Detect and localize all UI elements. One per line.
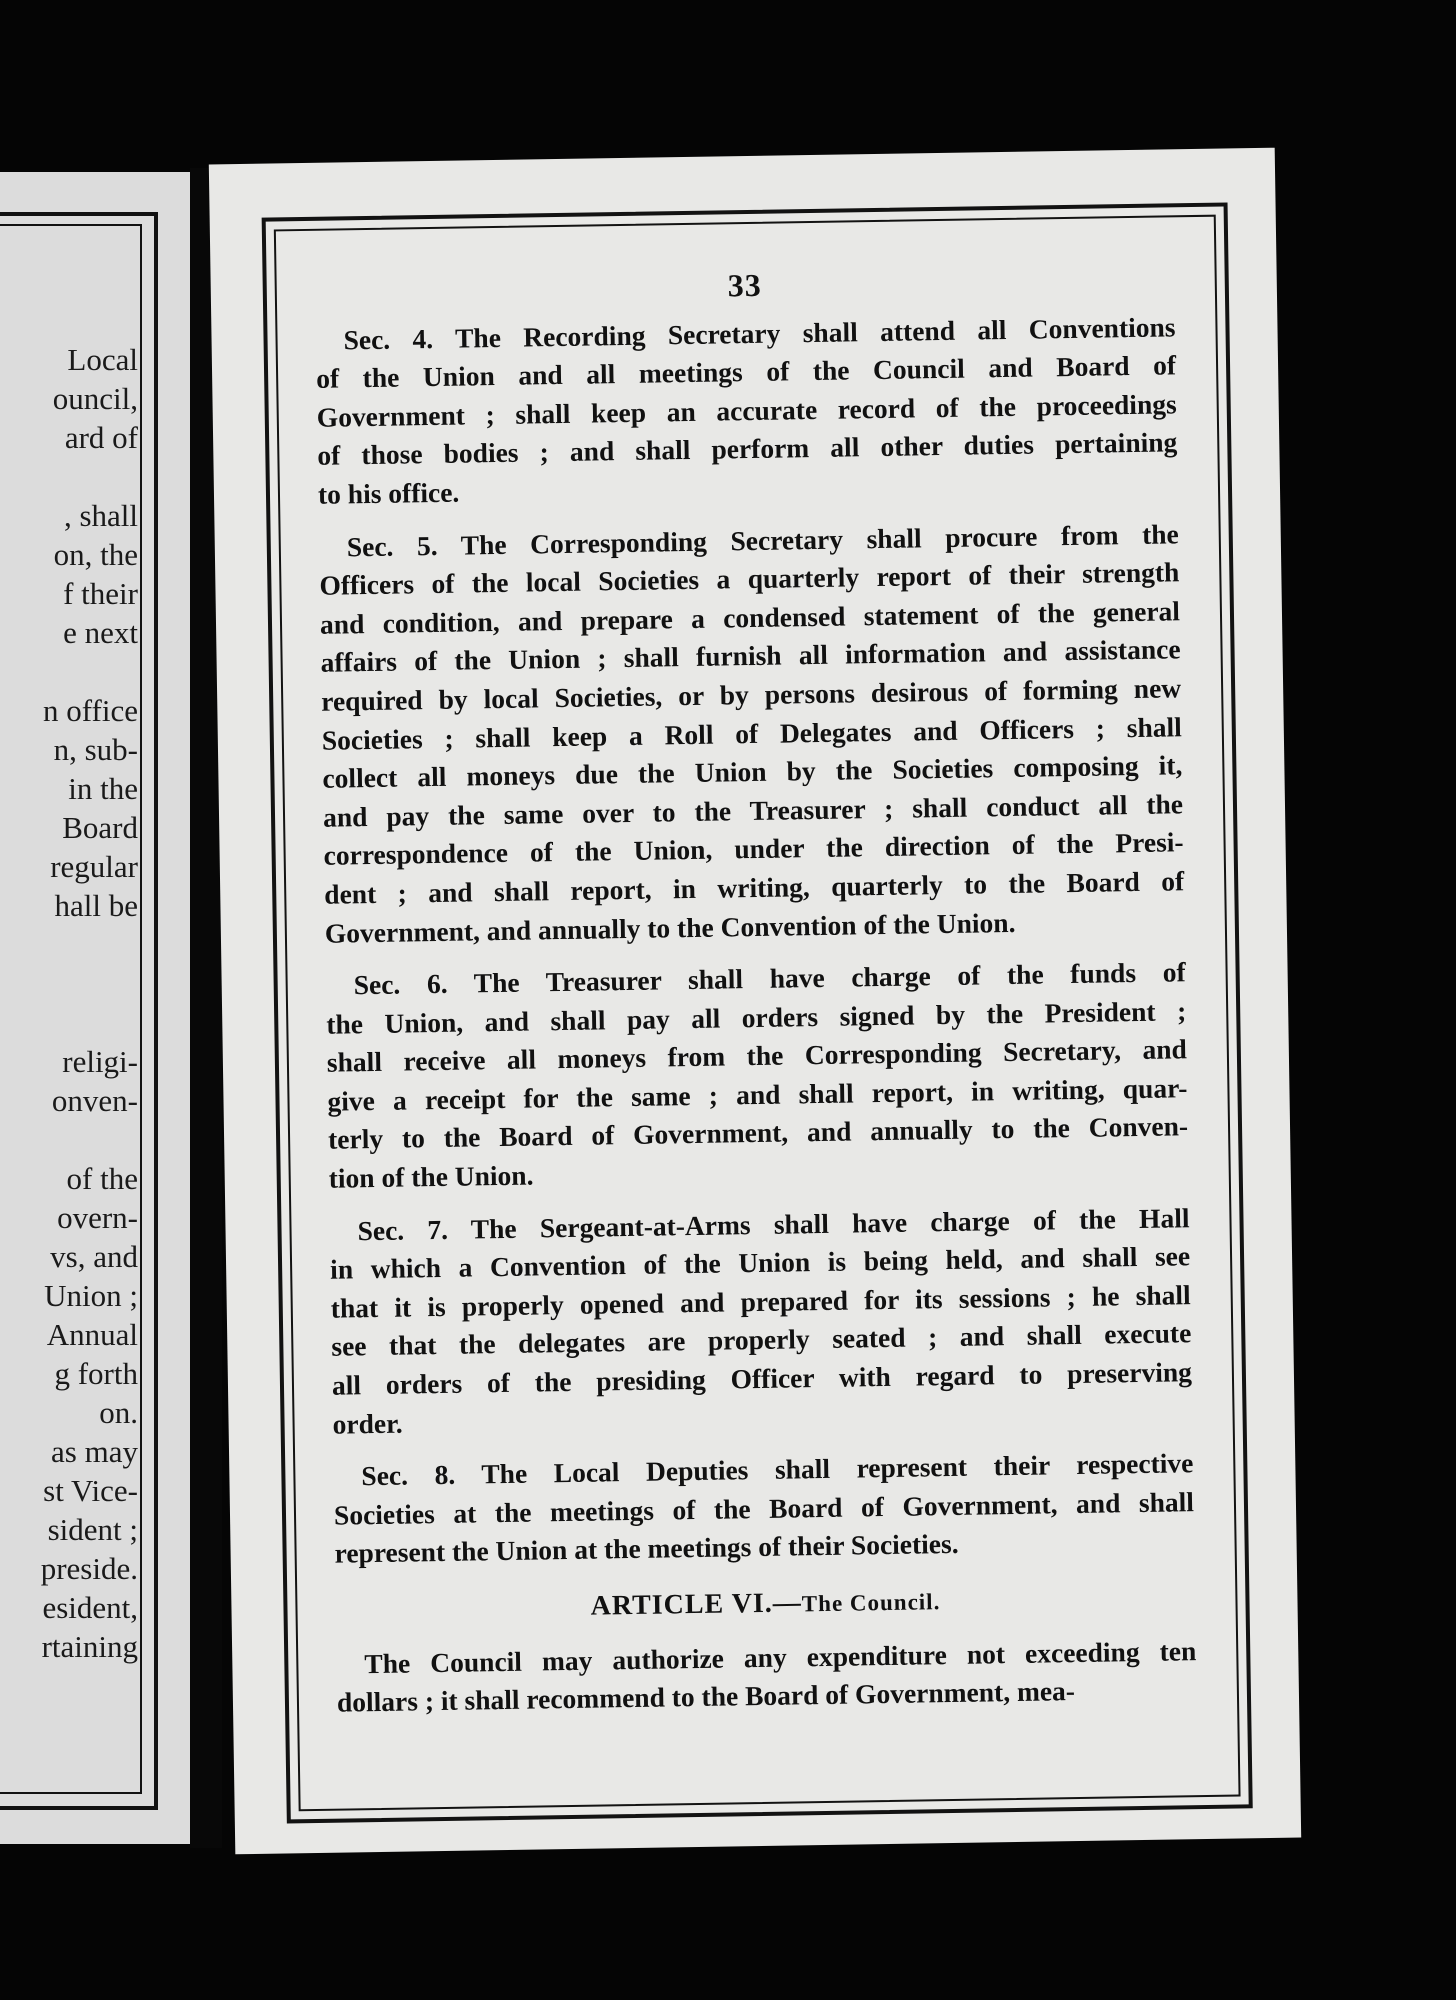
previous-page-line: Local bbox=[67, 342, 138, 377]
previous-page-line: n, sub- bbox=[53, 732, 138, 767]
text-line: in which a Convention of the Union is being held, and shall see bbox=[329, 1240, 1191, 1285]
section-paragraph bbox=[329, 1199, 1193, 1444]
previous-page-line: religi- bbox=[62, 1044, 138, 1079]
text-line: Sec. 6. The Treasurer shall have charge of the funds of bbox=[353, 956, 1186, 1001]
previous-page-line bbox=[0, 925, 138, 964]
text-line: Sec. 5. The Corresponding Secretary shall procure from the bbox=[346, 517, 1179, 562]
previous-page-fragment bbox=[0, 172, 190, 1844]
text-line: Government, and annually to the Convention of the Union. bbox=[324, 906, 1016, 949]
text-line: that it is properly opened and prepared for its sessions ; he shall bbox=[330, 1279, 1191, 1324]
section-paragraph bbox=[315, 308, 1178, 514]
previous-page-line: ouncil, bbox=[52, 381, 138, 416]
text-line: Sec. 7. The Sergeant-at-Arms shall have charge of the Hall bbox=[357, 1201, 1190, 1246]
previous-page-line bbox=[0, 1120, 138, 1159]
previous-page-line bbox=[0, 964, 138, 1003]
text-line: to his office. bbox=[317, 476, 460, 510]
previous-page-line: esident, bbox=[42, 1590, 138, 1625]
previous-page-line: Board bbox=[62, 810, 138, 845]
previous-page-line: onven- bbox=[51, 1083, 138, 1118]
previous-page-line: ard of bbox=[64, 420, 138, 455]
text-line: Officers of the local Societies a quarterly report of their strength bbox=[319, 556, 1180, 601]
text-line: affairs of the Union ; shall furnish all information and assistance bbox=[320, 633, 1181, 679]
article-title: The Council. bbox=[801, 1589, 941, 1617]
previous-page-line: rtaining bbox=[41, 1629, 138, 1664]
text-line: see that the delegates are properly seated ; and shall execute bbox=[331, 1317, 1192, 1363]
text-line: collect all moneys due the Union by the Societies composing it, bbox=[322, 749, 1183, 794]
previous-page-line: hall be bbox=[54, 888, 138, 923]
text-line: required by local Societies, or by persons desirous of forming new bbox=[320, 672, 1182, 717]
previous-page-line: g forth bbox=[54, 1356, 138, 1391]
text-line: Sec. 4. The Recording Secretary shall attend all Conventions bbox=[343, 310, 1176, 355]
article-heading bbox=[335, 1578, 1196, 1631]
section-paragraph bbox=[333, 1444, 1195, 1573]
text-line: The Council may authorize any expenditure not exceeding ten bbox=[364, 1634, 1197, 1679]
previous-page-line: of the bbox=[66, 1161, 138, 1196]
text-line: Government ; shall keep an accurate record of the proceedings bbox=[316, 388, 1177, 433]
text-line: the Union, and shall pay all orders signed by the President ; bbox=[326, 994, 1187, 1040]
text-line: of those bodies ; and shall perform all other duties pertaining bbox=[317, 426, 1178, 472]
previous-page-line: , shall bbox=[63, 498, 138, 533]
text-line: and condition, and prepare a condensed statement of the general bbox=[319, 595, 1181, 640]
previous-page-line: vs, and bbox=[50, 1239, 138, 1274]
text-line: all orders of the presiding Officer with regard to preserving bbox=[331, 1356, 1193, 1401]
previous-page-line: in the bbox=[68, 771, 138, 806]
text-line: and pay the same over to the Treasurer ; shall conduct all the bbox=[322, 787, 1184, 833]
previous-page-line: overn- bbox=[57, 1200, 138, 1235]
text-line: dent ; and shall report, in writing, quarterly to the Board of bbox=[324, 865, 1185, 910]
section-paragraph bbox=[319, 515, 1186, 953]
text-line: represent the Union at the meetings of their Societies. bbox=[334, 1528, 959, 1570]
previous-page-line bbox=[0, 1003, 138, 1042]
previous-page-line: sident ; bbox=[47, 1512, 138, 1547]
previous-page-line: st Vice- bbox=[43, 1473, 138, 1508]
previous-page-line: Union ; bbox=[44, 1278, 138, 1313]
article-label: ARTICLE VI.— bbox=[590, 1587, 803, 1622]
article-vi-paragraph bbox=[336, 1632, 1197, 1723]
previous-page-line: on. bbox=[99, 1395, 138, 1430]
page-content bbox=[315, 259, 1198, 1736]
text-line: Societies at the meetings of the Board of Government, and shall bbox=[333, 1485, 1195, 1531]
previous-page-line bbox=[0, 652, 138, 691]
previous-page-line: f their bbox=[63, 576, 138, 611]
text-line: give a receipt for the same ; and shall report, in writing, quar- bbox=[327, 1072, 1188, 1117]
previous-page-line: preside. bbox=[40, 1551, 138, 1586]
book-page bbox=[209, 148, 1301, 1855]
previous-page-text bbox=[0, 340, 138, 1666]
previous-page-line: on, the bbox=[53, 537, 138, 572]
previous-page-line: regular bbox=[50, 849, 138, 884]
text-line: dollars ; it shall recommend to the Board of Government, mea- bbox=[336, 1675, 1076, 1718]
previous-page-line: as may bbox=[51, 1434, 138, 1469]
text-line: correspondence of the Union, under the direction of the Presi- bbox=[323, 826, 1184, 872]
section-paragraph bbox=[325, 953, 1189, 1198]
previous-page-line: Annual bbox=[46, 1317, 138, 1352]
sections-container bbox=[315, 308, 1195, 1574]
text-line: terly to the Board of Government, and annually to the Conven- bbox=[327, 1110, 1189, 1156]
text-line: order. bbox=[332, 1407, 403, 1440]
text-line: tion of the Union. bbox=[328, 1159, 534, 1194]
text-line: Sec. 8. The Local Deputies shall represent their respective bbox=[361, 1447, 1194, 1492]
page-number: 33 bbox=[727, 266, 763, 304]
text-line: shall receive all moneys from the Corresponding Secretary, and bbox=[326, 1033, 1188, 1079]
text-line: of the Union and all meetings of the Council and Board of bbox=[315, 349, 1177, 395]
previous-page-line: e next bbox=[63, 615, 138, 650]
previous-page-line bbox=[0, 457, 138, 496]
previous-page-line: n office bbox=[43, 693, 138, 728]
text-line: Societies ; shall keep a Roll of Delegates and Officers ; shall bbox=[321, 710, 1182, 756]
